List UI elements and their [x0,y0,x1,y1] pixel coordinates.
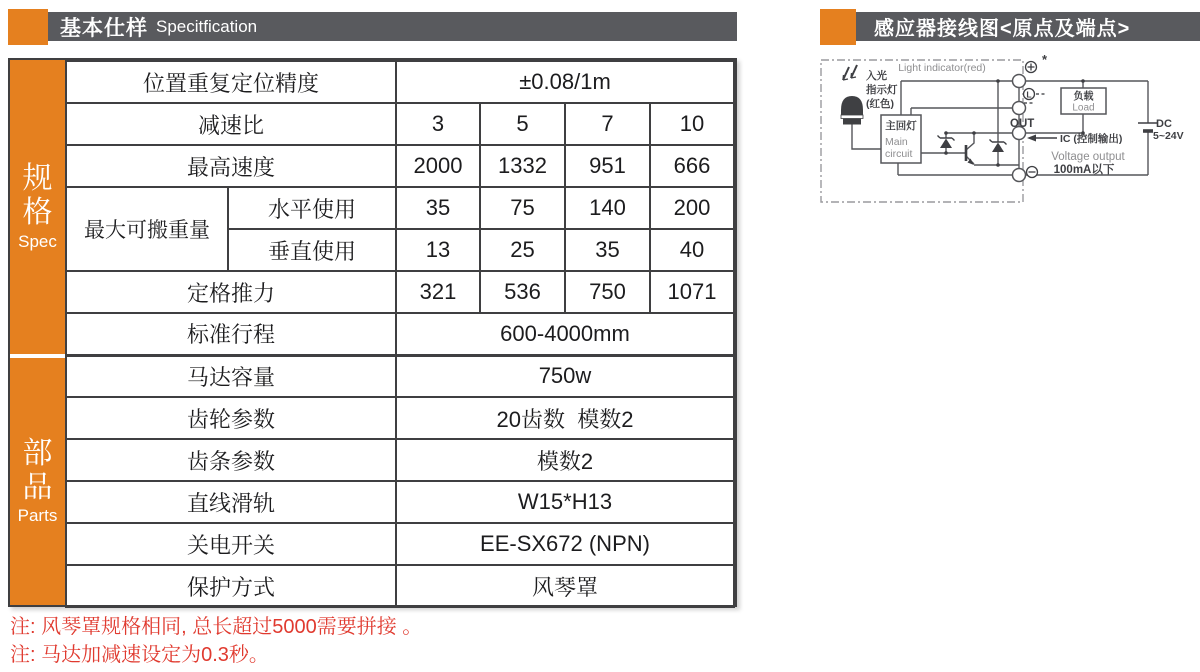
led-label-line2: 指示灯 [866,84,898,96]
ic-output-label: IC (控制输出) [1060,133,1123,145]
row-value: 75 [480,187,565,229]
row-value: 7 [565,103,650,145]
row-label: 垂直使用 [228,229,396,271]
load-label-zh: 负载 [1073,91,1094,103]
terminal-plus [1013,75,1026,88]
table-row [66,355,734,397]
row-label: 保护方式 [66,565,396,607]
ic-arrow-icon [1027,135,1036,142]
spec-table [8,58,737,607]
row-value: 10 [650,103,734,145]
row-value: 666 [650,145,734,187]
row-value: 750w [396,355,734,397]
row-value: 140 [565,187,650,229]
left-header-accent-square [8,9,48,45]
row-value: 20齿数 模数2 [396,397,734,439]
terminal-minus [1013,169,1026,182]
row-label: 直线滑轨 [66,481,396,523]
row-value: 200 [650,187,734,229]
spec-table-grid [65,60,735,608]
table-row [66,523,734,565]
footnote-2: 注: 马达加减速设定为0.3秒。 [10,644,269,666]
row-value: 2000 [396,145,480,187]
sidebar-parts-zh: 部品 [22,436,53,504]
table-row [66,61,734,103]
current-limit-label: 100mA以下 [1053,164,1115,176]
row-value: 321 [396,271,480,313]
row-label: 最高速度 [66,145,396,187]
table-row [66,145,734,187]
terminal-light [1013,102,1026,115]
row-value: EE-SX672 (NPN) [396,523,734,565]
row-label: 位置重复定位精度 [66,61,396,103]
row-label: 水平使用 [228,187,396,229]
dc-voltage-label: 5~24V [1153,130,1184,142]
row-value: W15*H13 [396,481,734,523]
row-value: 3 [396,103,480,145]
light-indicator-label: Light indicator(red) [898,62,986,74]
table-sidebar [10,60,65,605]
right-header-bar [856,12,1200,41]
minus-symbol-icon [1027,167,1038,178]
zener-diode-icon [990,140,1007,153]
row-label: 标准行程 [66,313,396,355]
row-value: 模数2 [396,439,734,481]
row-value: 35 [396,187,480,229]
dc-label: DC [1156,118,1172,130]
table-row [66,103,734,145]
sidebar-section-parts [10,358,65,605]
row-label: 定格推力 [66,271,396,313]
right-header-accent-square [820,9,856,45]
table-row [66,271,734,313]
table-row [66,481,734,523]
row-label: 齿轮参数 [66,397,396,439]
table-row [66,565,734,607]
row-label: 关电开关 [66,523,396,565]
row-label: 齿条参数 [66,439,396,481]
row-value: 536 [480,271,565,313]
row-value: 600-4000mm [396,313,734,355]
row-group-label: 最大可搬重量 [66,187,228,271]
asterisk-mark: * [1042,52,1048,67]
row-value: ±0.08/1m [396,61,734,103]
row-value: 25 [480,229,565,271]
footnote-1: 注: 风琴罩规格相同, 总长超过5000需要拼接 。 [10,616,423,638]
row-value: 1332 [480,145,565,187]
sidebar-spec-zh: 规格 [22,162,53,229]
plus-symbol-icon [1026,62,1037,73]
row-label: 马达容量 [66,355,396,397]
left-header-title-en: Specitfication [156,16,258,36]
svg-text:L: L [1026,89,1032,100]
main-circuit-label-en1: Main [885,136,908,148]
table-row [66,313,734,355]
row-value: 750 [565,271,650,313]
light-terminal-symbol-icon [1024,89,1035,100]
led-icon [841,96,863,125]
row-value: 951 [565,145,650,187]
main-circuit-label-zh: 主回灯 [885,120,917,132]
right-header-title: 感应器接线图<原点及端点> [874,18,1131,40]
table-row [66,187,734,229]
led-label-line1: 入光 [866,70,887,82]
row-value: 35 [565,229,650,271]
zener-diode-icon [938,136,955,149]
row-label: 减速比 [66,103,396,145]
sidebar-parts-en: Parts [17,506,58,526]
light-rays-icon [843,65,857,80]
row-value: 40 [650,229,734,271]
sidebar-section-spec [10,60,65,354]
sidebar-spec-en: Spec [18,231,57,251]
left-header-title-zh: 基本仕样 [60,16,148,40]
row-value: 13 [396,229,480,271]
table-row [66,439,734,481]
led-label-line3: (红色) [866,98,894,110]
table-row [66,397,734,439]
wiring-diagram [816,52,1200,220]
voltage-output-label: Voltage output [1051,151,1125,163]
row-value: 风琴罩 [396,565,734,607]
load-label-en: Load [1072,102,1095,114]
main-circuit-label-en2: circuit [885,148,913,160]
out-terminal-label: OUT [1010,118,1035,130]
row-value: 5 [480,103,565,145]
row-value: 1071 [650,271,734,313]
left-header-bar [48,12,737,41]
